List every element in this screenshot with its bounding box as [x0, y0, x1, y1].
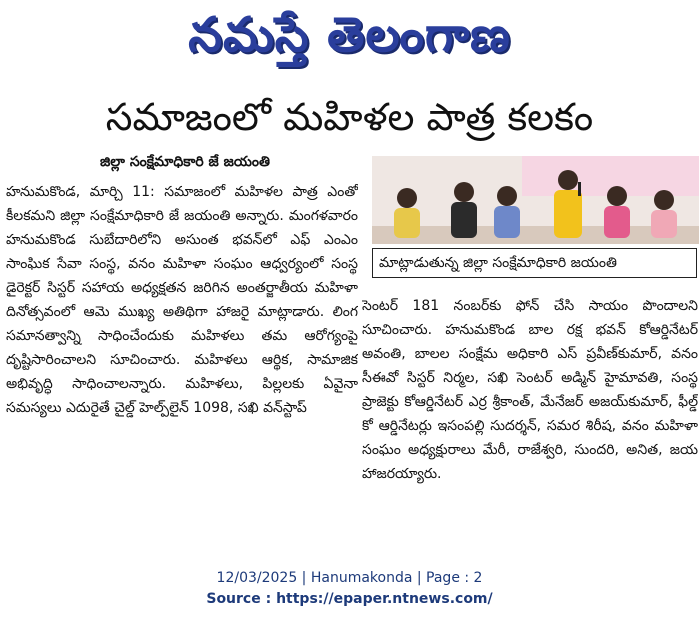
- article-byline: జిల్లా సంక్షేమాధికారి జే జయంతి: [100, 154, 270, 170]
- article-body-left-column: హనుమకొండ, మార్చి 11: సమాజంలో మహిళల పాత్ర ఎంతో కీలకమని జిల్లా సంక్షేమాధికారి జే జయంతి అన్నారు. మంగళవారం హనుమకొండ సుబేదారిలోని అసుంత భవన్‌లో ఎఫ్ ఎంఎం సాంఘిక సేవా సంస్థ, వనం మహిళా సంఘం ఆధ్వర్యంలో సంస్థ డైరెక్టర్ సిస్టర్ సహాయ అధ్యక్షతన జరిగిన అంతర్జాతీయ మహిళా దినోత్సవంలో ఆమె ముఖ్య అతిథిగా హాజరై మాట్లాడారు. లింగ సమానత్వాన్ని సాధించేందుకు మహిళలు తమ ఆరోగ్యంపై దృష్టిసారించాలని సూచించారు. మహిళలు ఆర్థిక, సామాజిక అభివృద్ధి సాధించాలన్నారు. మహిళలు, పిల్లలకు ఏవైనా సమస్యలు ఎదురైతే చైల్డ్ హెల్ప్‌లైన్ 1098, సఖి వన్‌స్టాప్: [6, 184, 358, 416]
- article-photo: [372, 156, 699, 244]
- footer-source-line: Source : https://epaper.ntnews.com/: [206, 591, 493, 607]
- photo-caption: మాట్లాడుతున్న జిల్లా సంక్షేమాధికారి జయంతి: [372, 248, 697, 278]
- article-headline: సమాజంలో మహిళల పాత్ర కలకం: [105, 95, 594, 139]
- article-body-right-column: సెంటర్ 181 నంబర్‌కు ఫోన్ చేసి సాయం పొందాలని సూచించారు. హనుమకొండ బాల రక్ష భవన్ కోఆర్డినేటర్ అవంతి, బాలల సంక్షేమ అధికారి ఎస్ ప్రవీణ్‌కుమార్, వనం సీఈవో సిస్టర్ నిర్మల, సఖి సెంటర్ అడ్మిన్ హైమావతి, సంస్థ ప్రాజెక్టు కోఆర్డినేటర్ ఎర్ర శ్రీకాంత్, మేనేజర్ అజయ్‌కుమార్, ఫీల్డ్ కో ఆర్డినేటర్లు ఇసంపల్లి సుదర్శన్, సమర శిరీష, వనం మహిళా సంఘం అధ్యక్షురాలు మేరీ, రాజేశ్వరి, సుందరి, అనిత, జయ హాజరయ్యారు.: [362, 298, 698, 482]
- newspaper-masthead: నమస్తే తెలంగాణ: [188, 7, 511, 63]
- footer-date-line: 12/03/2025 | Hanumakonda | Page : 2: [216, 570, 483, 586]
- page-footer: [0, 568, 699, 610]
- event-photo-illustration: [372, 156, 699, 244]
